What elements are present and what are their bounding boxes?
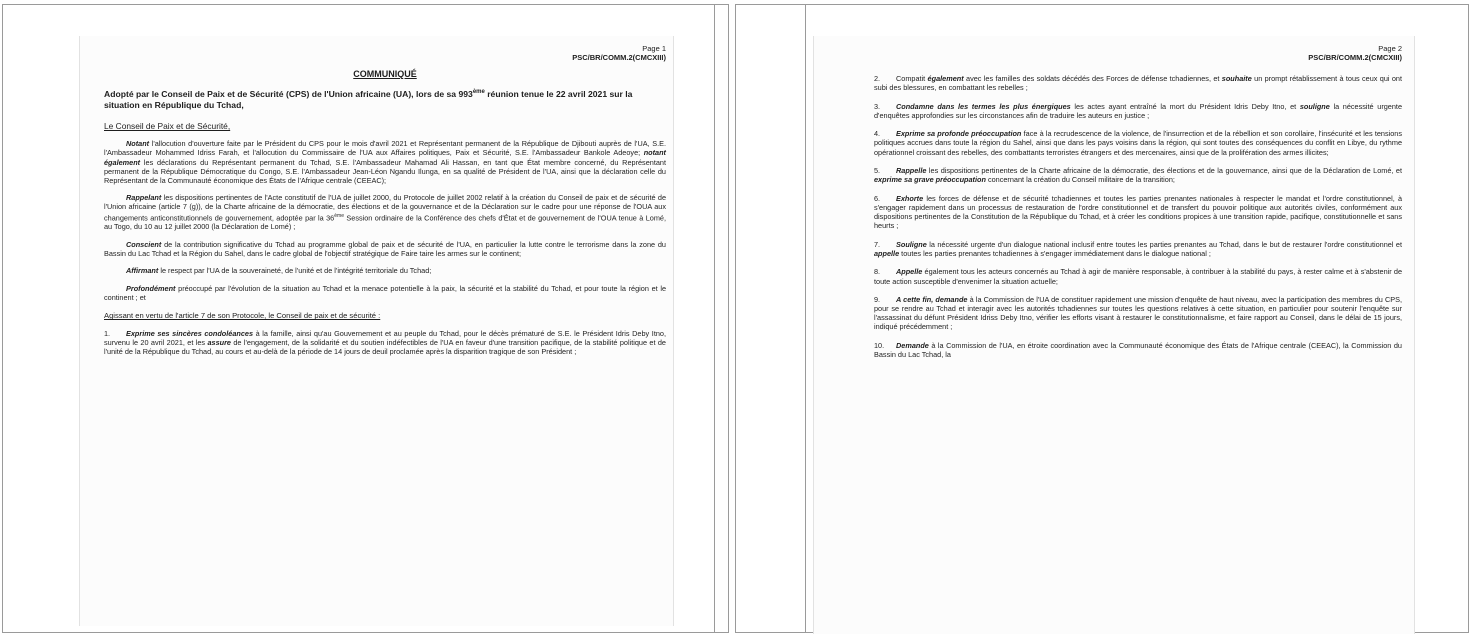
- document-page-2: [813, 36, 1415, 634]
- preamble-paragraph: Affirmant le respect par l'UA de la souveraineté, de l'unité et de l'intégrité territoriale du Tchad;: [126, 266, 432, 276]
- adoption-statement: Adopté par le Conseil de Paix et de Sécurité (CPS) de l'Union africaine (UA), lors de sa 993ème réunion tenue le 22 avril 2021 sur la situation en République du Tchad,: [104, 88, 633, 110]
- council-heading: Le Conseil de Paix et de Sécurité,: [104, 120, 231, 131]
- document-reference: PSC/BR/COMM.2(CMCXIII): [572, 53, 666, 62]
- operative-paragraph: 10. Demande à la Commission de l'UA, en étroite coordination avec la Communauté économique des États de l'Afrique centrale (CEEAC), la Commission du Bassin du Lac Tchad, la: [874, 340, 1402, 360]
- page-number: Page 1: [642, 44, 666, 53]
- document-page-1: [79, 36, 674, 626]
- page-header: [874, 44, 1402, 62]
- frame-divider: [714, 4, 715, 633]
- operative-paragraph: 6. Exhorte les forces de défense et de sécurité tchadiennes et toutes les parties prenantes nationales à respecter le mandat et l'ordre constitutionnel, à s'engager rapidement dans un processus de restauration de l'ordre constitutionnel et de transfert du pouvoir politique aux autorités civiles, conformément aux dispositions pertinentes de la Constitution de la République du Tchad, et à créer les conditions propices à une transition rapide, pacifique, constitutionnelle et sans heurts ;: [874, 193, 1402, 231]
- preamble-paragraph: Profondément préoccupé par l'évolution de la situation au Tchad et la menace potentielle à la paix, la sécurité et la stabilité du Tchad, et pour toute la région et le continent ; et: [104, 283, 666, 302]
- operative-paragraph: 1. Exprime ses sincères condoléances à la famille, ainsi qu'au Gouvernement et au peuple du Tchad, pour le décès prématuré de S.E. le Président Idris Deby Itno, survenu le 20 avril 2021, et les assure de l'engagement, de la solidarité et du soutien indéfectibles de l'UA en faveur d'une transition pacifique, de la stabilité politique et de l'unité de la République du Tchad, au cours et au-delà de la période de 14 jours de deuil proclamée après la disparition tragique de son Président ;: [104, 328, 666, 356]
- operative-paragraph: 7. Souligne la nécessité urgente d'un dialogue national inclusif entre toutes les parties prenantes au Tchad, dans le but de restaurer l'ordre constitutionnel et appelle toutes les parties prenantes tchadiennes à s'engager immédiatement dans le dialogue national ;: [874, 239, 1402, 258]
- operative-paragraph: 2. Compatit également avec les familles des soldats décédés des Forces de défense tchadiennes, et souhaite un prompt rétablissement à tous ceux qui ont subi des blessures, en combattant les rebelles ;: [874, 74, 1403, 93]
- operative-paragraph: 9. A cette fin, demande à la Commission de l'UA de constituer rapidement une mission d'enquête de haut niveau, avec la participation des membres du CPS, pour se rendre au Tchad et interagir avec les autorités tchadiennes sur toutes les questions relatives à cette situation, en particulier pour soutenir l'enquête sur l'assassinat du défunt Président Idriss Deby Itno, vérifier les efforts visant à restaurer le constitutionnalisme, et faire rapport au Conseil, dans le délai de 15 jours, indiqué précédemment ;: [874, 295, 1402, 332]
- preamble-paragraph: Notant l'allocution d'ouverture faite par le Président du CPS pour le mois d'avril 2021 et Représentant permanent de la République de Djibouti auprès de l'UA, S.E. l'Ambassadeur Mohammed Idriss Farah, et l'allocution du Commissaire de l'UA aux Affaires politiques, Paix et Sécurité, S.E. l'Ambassadeur Bankole Adeoye; notant également les déclarations du Représentant permanent du Tchad, S.E. l'Ambassadeur Mahamad Ali Hassan, en tant que État membre concerné, du Représentant permanent de la République Démocratique du Congo, S.E. l'Ambassadeur Jean-Léon Ngandu Ilunga, en sa qualité de Président de l'UA, ainsi que la déclaration celle du Représentant de la Communauté économique des États de l'Afrique centrale (CEEAC);: [104, 139, 666, 185]
- operative-paragraph: 3. Condamne dans les termes les plus énergiques les actes ayant entraîné la mort du Président Idris Deby Itno, et souligne la nécessité urgente d'enquêtes approfondies sur les circonstances afin de traduire les auteurs en justice ;: [874, 101, 1403, 120]
- acting-heading: Agissant en vertu de l'article 7 de son Protocole, le Conseil de paix et de sécurité :: [104, 311, 381, 321]
- document-reference: PSC/BR/COMM.2(CMCXIII): [1308, 53, 1402, 62]
- frame-divider: [805, 4, 806, 633]
- operative-paragraph: 5. Rappelle les dispositions pertinentes de la Charte africaine de la démocratie, des élections et de la gouvernance, ainsi que de la Déclaration de Lomé, et exprime sa grave préoccupation concernant la création du Conseil militaire de la transition;: [874, 166, 1402, 185]
- operative-paragraph: 8. Appelle également tous les acteurs concernés au Tchad à agir de manière responsable, à contribuer à la stabilité du pays, à rester calme et à s'abstenir de toute action susceptible d'envenimer la situation actuelle;: [874, 267, 1402, 286]
- document-title: COMMUNIQUÉ: [353, 69, 417, 79]
- preamble-paragraph: Rappelant les dispositions pertinentes de l'Acte constitutif de l'UA de juillet 2000, du Protocole de juillet 2002 relatif à la création du Conseil de paix et de sécurité de l'Union africaine (article 7 (g)), de la Charte africaine de la démocratie, des élections et de la gouvernance et de la Déclaration sur le cadre pour une réponse de l'OUA aux changements anticonstitutionnels de gouvernement, adoptée par la 36ème Session ordinaire de la Conférence des chefs d'État et de gouvernement de l'OUA tenue à Lomé, au Togo, du 10 au 12 juillet 2000 (la Déclaration de Lomé) ;: [104, 193, 667, 232]
- operative-paragraph: 4. Exprime sa profonde préoccupation face à la recrudescence de la violence, de l'insurrection et de la rébellion et son corollaire, l'insécurité et les tensions politiques accrues dans toute la région du Sahel, ainsi que dans les pays voisins dans la région, qui sont toutes des conséquences du conflit en Libye, du rythme opérationnel croissant des rebelles, des combattants terroristes étrangers et des mercenaires, ainsi que de la prolifération des armes illicites;: [874, 129, 1402, 157]
- page-header: [104, 44, 666, 62]
- preamble-paragraph: Conscient de la contribution significative du Tchad au programme global de paix et de sécurité de l'UA, en particulier la lutte contre le terrorisme dans la zone du Bassin du Lac Tchad et la Région du Sahel, dans le cadre global de l'objectif stratégique de Faire taire les armes sur le continent;: [104, 239, 666, 258]
- page-number: Page 2: [1378, 44, 1402, 53]
